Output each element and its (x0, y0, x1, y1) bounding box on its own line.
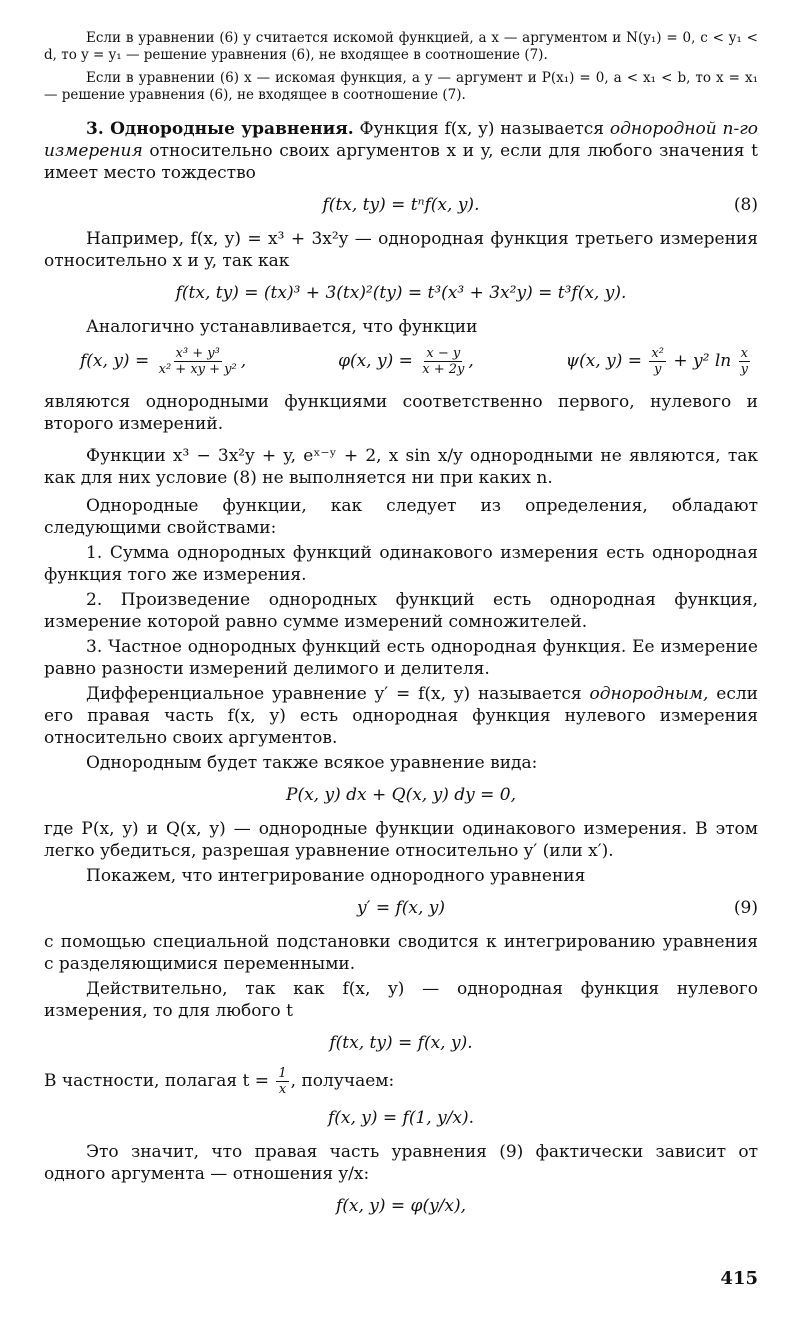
equation-number-9: (9) (733, 898, 758, 918)
intro-paragraph-1: Если в уравнении (6) y считается искомой функцией, а x — аргументом и N(y₁) = 0, c < y₁ < d, то y = y₁ — решение уравнения (6), не входящее в соотношение (7). (44, 30, 758, 63)
particular-formula: f(x, y) = f(1, y/x). (327, 1108, 475, 1128)
analog-paragraph: Аналогично устанавливается, что функции (86, 317, 478, 337)
homogeneous-functions-formulas (80, 346, 752, 377)
function-psi: ψ(x, y) = $\frac{\text{x²}}{y}$ + y² ln $\frac{x}{y}$ (565, 346, 748, 377)
invariance-formula: f(tx, ty) = f(x, y). (329, 1033, 473, 1053)
equation-number-8: (8) (733, 195, 758, 215)
section-3-definition: 3. Однородные уравнения. Функция f(x, y) называется однородной n-го измерения относительно своих аргументов x и y, если для любого значения t имеет место тождество (44, 119, 759, 183)
particular-paragraph: В частности, полагая t = $\frac{1}{x}$ , получаем: (44, 1066, 395, 1097)
formula-8: f(tx, ty) = tⁿf(x, y). (8) (322, 195, 758, 215)
definition-term: однородной n-го измерения (44, 119, 759, 161)
show-paragraph: Покажем, что интегрирование однородного уравнения (86, 866, 586, 886)
intro-paragraph-2: Если в уравнении (6) x — искомая функция, а y — аргумент и P(x₁) = 0, a < x₁ < b, то x = x₁ — решение уравнения (6), не входящее в соотношение (7). (44, 70, 758, 103)
indeed-paragraph: Действительно, так как f(x, y) — однородная функция нулевого измерения, то для любого t (44, 979, 758, 1021)
section-heading: 3. Однородные уравнения. (86, 119, 354, 139)
page-number: 415 (720, 1268, 758, 1289)
example-paragraph: Например, f(x, y) = x³ + 3x²y — однородная функция третьего измерения относительно x и y, так как (44, 229, 758, 271)
final-formula: f(x, y) = φ(y/x), (335, 1196, 467, 1216)
formula-9: y′ = f(x, y) (9) (356, 898, 758, 918)
substitution-paragraph: с помощью специальной подстановки сводится к интегрированию уравнения с разделяющимися переменными. (44, 932, 758, 974)
property-1: 1. Сумма однородных функций одинакового измерения есть однородная функция того же измерения. (44, 543, 758, 585)
pq-formula: P(x, y) dx + Q(x, y) dy = 0, (286, 785, 516, 805)
property-3: 3. Частное однородных функций есть однородная функция. Ее измерение равно разности измерений делимого и делителя. (44, 637, 758, 679)
where-paragraph: где P(x, y) и Q(x, y) — однородные функции одинакового измерения. В этом легко убедиться, разрешая уравнение относительно y′ (или x′). (44, 819, 758, 861)
example-formula: f(tx, ty) = (tx)³ + 3(tx)²(ty) = t³(x³ + 3x²y) = t³f(x, y). (175, 283, 627, 303)
result-paragraph: являются однородными функциями соответственно первого, нулевого и второго измерений. (44, 392, 758, 434)
also-paragraph: Однородным будет также всякое уравнение вида: (86, 753, 538, 773)
function-phi: φ(x, y) = $\frac{x - y}{x + 2y}$ , (338, 346, 474, 377)
function-f: f(x, y) = $\frac{\text{x³ + y³}}{\text{x² + xy + y²}}$ , (80, 346, 247, 377)
properties-intro: Однородные функции, как следует из определения, обладают следующими свойствами: (44, 496, 758, 538)
nonhomogeneous-paragraph: Функции x³ − 3x²y + y, eˣ⁻ʸ + 2, x sin x/y однородными не являются, так как для них условие (8) не выполняется ни при каких n. (44, 446, 758, 488)
means-paragraph: Это значит, что правая часть уравнения (9) фактически зависит от одного аргумента — отношения y/x: (44, 1142, 758, 1184)
diffeq-definition: Дифференциальное уравнение y′ = f(x, y) называется однородным, если его правая часть f(x, y) есть однородная функция нулевого измерения относительно своих аргументов. (44, 684, 758, 748)
property-2: 2. Произведение однородных функций есть однородная функция, измерение которой равно сумме измерений сомножителей. (44, 590, 758, 632)
diffeq-term: однородным, (589, 684, 709, 704)
